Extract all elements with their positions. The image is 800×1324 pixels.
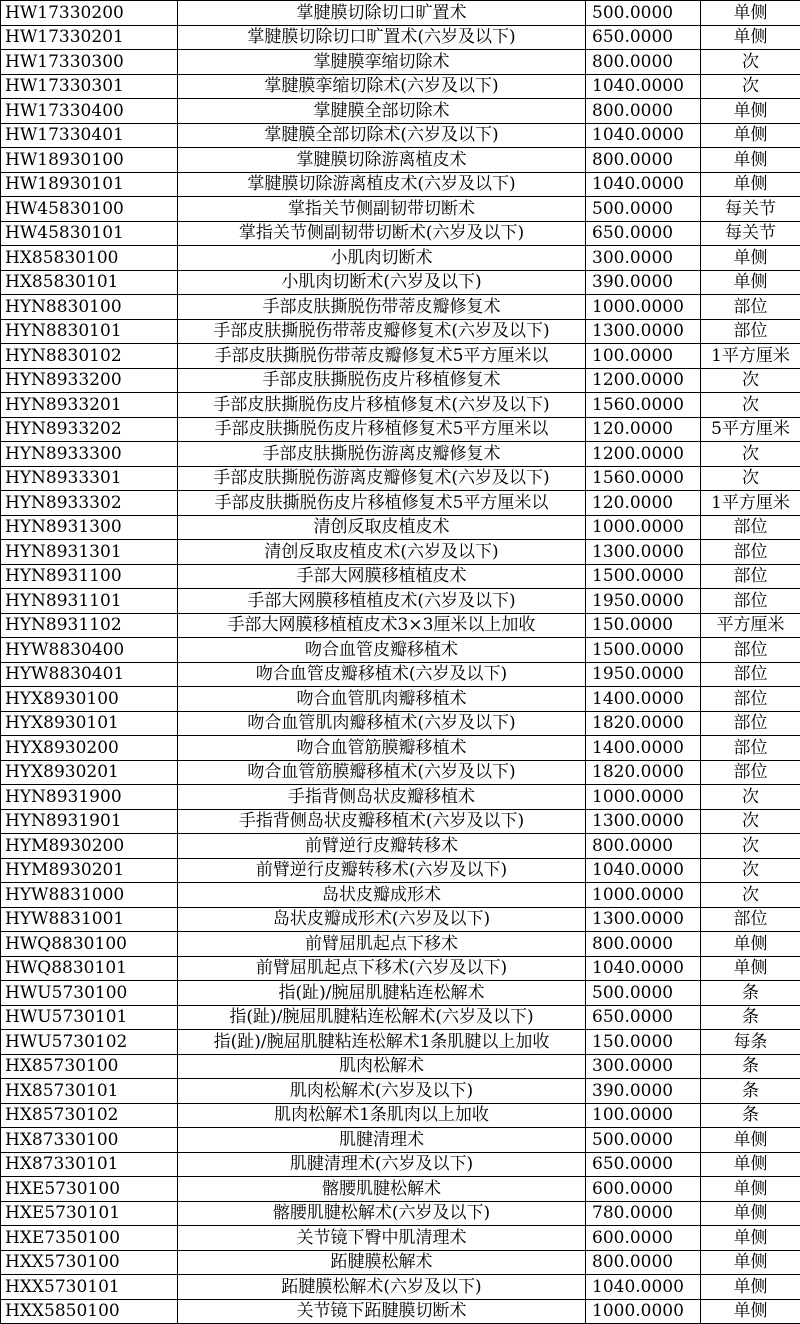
table-row bbox=[1, 687, 800, 712]
item-unit: 次 bbox=[701, 442, 800, 467]
item-price: 1300.0000 bbox=[586, 907, 701, 932]
item-price: 500.0000 bbox=[586, 981, 701, 1006]
item-code: HWU5730101 bbox=[1, 1005, 178, 1030]
item-price: 650.0000 bbox=[586, 25, 701, 50]
item-code: HYN8931901 bbox=[1, 809, 178, 834]
item-name: 手部皮肤撕脱伤皮片移植修复术5平方厘米以 bbox=[178, 491, 586, 516]
item-name: 掌腱膜挛缩切除术 bbox=[178, 50, 586, 75]
table-row bbox=[1, 50, 800, 75]
table-row bbox=[1, 638, 800, 663]
item-name: 吻合血管肌肉瓣移植术 bbox=[178, 687, 586, 712]
item-code: HX85730101 bbox=[1, 1079, 178, 1104]
table-row bbox=[1, 1177, 800, 1202]
item-price: 1820.0000 bbox=[586, 711, 701, 736]
item-name: 岛状皮瓣成形术 bbox=[178, 883, 586, 908]
item-code: HYN8830101 bbox=[1, 319, 178, 344]
item-price: 1950.0000 bbox=[586, 662, 701, 687]
item-name: 指(趾)/腕屈肌腱粘连松解术 bbox=[178, 981, 586, 1006]
item-unit: 次 bbox=[701, 393, 800, 418]
item-name: 前臂屈肌起点下移术(六岁及以下) bbox=[178, 956, 586, 981]
item-name: 前臂逆行皮瓣转移术(六岁及以下) bbox=[178, 858, 586, 883]
item-code: HXX5730101 bbox=[1, 1275, 178, 1300]
item-name: 掌腱膜全部切除术(六岁及以下) bbox=[178, 123, 586, 148]
item-code: HYN8933302 bbox=[1, 491, 178, 516]
item-name: 前臂逆行皮瓣转移术 bbox=[178, 834, 586, 859]
item-code: HYN8933200 bbox=[1, 368, 178, 393]
item-price: 1300.0000 bbox=[586, 319, 701, 344]
item-name: 掌腱膜切除切口旷置术(六岁及以下) bbox=[178, 25, 586, 50]
table-row bbox=[1, 442, 800, 467]
item-code: HXE5730101 bbox=[1, 1201, 178, 1226]
table-row bbox=[1, 1030, 800, 1055]
item-name: 手部皮肤撕脱伤皮片移植修复术 bbox=[178, 368, 586, 393]
item-code: HWU5730100 bbox=[1, 981, 178, 1006]
item-price: 1300.0000 bbox=[586, 540, 701, 565]
item-code: HYN8931301 bbox=[1, 540, 178, 565]
table-row bbox=[1, 956, 800, 981]
item-unit: 单侧 bbox=[701, 1177, 800, 1202]
item-name: 手部皮肤撕脱伤带蒂皮瓣修复术5平方厘米以 bbox=[178, 344, 586, 369]
item-code: HWU5730102 bbox=[1, 1030, 178, 1055]
item-price: 800.0000 bbox=[586, 932, 701, 957]
table-row bbox=[1, 1152, 800, 1177]
item-price: 120.0000 bbox=[586, 417, 701, 442]
item-unit: 单侧 bbox=[701, 123, 800, 148]
item-code: HX85830101 bbox=[1, 270, 178, 295]
item-unit: 单侧 bbox=[701, 99, 800, 124]
item-price: 1040.0000 bbox=[586, 172, 701, 197]
item-price: 1040.0000 bbox=[586, 74, 701, 99]
table-row bbox=[1, 1, 800, 26]
table-row bbox=[1, 491, 800, 516]
item-price: 300.0000 bbox=[586, 246, 701, 271]
item-code: HYN8931300 bbox=[1, 515, 178, 540]
table-row bbox=[1, 1054, 800, 1079]
item-unit: 部位 bbox=[701, 515, 800, 540]
item-price: 650.0000 bbox=[586, 221, 701, 246]
item-price: 150.0000 bbox=[586, 1030, 701, 1055]
item-unit: 单侧 bbox=[701, 1250, 800, 1275]
table-row bbox=[1, 344, 800, 369]
item-name: 掌腱膜全部切除术 bbox=[178, 99, 586, 124]
table-row bbox=[1, 785, 800, 810]
item-unit: 次 bbox=[701, 785, 800, 810]
item-code: HW45830100 bbox=[1, 197, 178, 222]
item-unit: 每关节 bbox=[701, 221, 800, 246]
item-price: 780.0000 bbox=[586, 1201, 701, 1226]
item-name: 肌腱清理术 bbox=[178, 1128, 586, 1153]
item-name: 关节镜下臀中肌清理术 bbox=[178, 1226, 586, 1251]
table-row bbox=[1, 368, 800, 393]
item-unit: 单侧 bbox=[701, 1275, 800, 1300]
item-code: HW17330301 bbox=[1, 74, 178, 99]
item-unit: 部位 bbox=[701, 711, 800, 736]
item-price: 1000.0000 bbox=[586, 883, 701, 908]
item-unit: 部位 bbox=[701, 540, 800, 565]
table-row bbox=[1, 1005, 800, 1030]
table-row bbox=[1, 393, 800, 418]
item-unit: 次 bbox=[701, 834, 800, 859]
item-code: HYN8931900 bbox=[1, 785, 178, 810]
item-price: 500.0000 bbox=[586, 1, 701, 26]
table-row bbox=[1, 907, 800, 932]
item-price: 150.0000 bbox=[586, 613, 701, 638]
item-unit: 每条 bbox=[701, 1030, 800, 1055]
item-name: 掌指关节侧副韧带切断术 bbox=[178, 197, 586, 222]
item-price: 1000.0000 bbox=[586, 1299, 701, 1324]
item-unit: 条 bbox=[701, 1005, 800, 1030]
item-code: HW17330400 bbox=[1, 99, 178, 124]
table-row bbox=[1, 270, 800, 295]
item-name: 髂腰肌腱松解术 bbox=[178, 1177, 586, 1202]
item-code: HX85730100 bbox=[1, 1054, 178, 1079]
item-name: 小肌肉切断术(六岁及以下) bbox=[178, 270, 586, 295]
item-name: 清创反取皮植皮术(六岁及以下) bbox=[178, 540, 586, 565]
item-code: HYW8830401 bbox=[1, 662, 178, 687]
item-unit: 次 bbox=[701, 74, 800, 99]
item-name: 吻合血管筋膜瓣移植术 bbox=[178, 736, 586, 761]
item-code: HYX8930100 bbox=[1, 687, 178, 712]
item-code: HW17330300 bbox=[1, 50, 178, 75]
item-code: HX87330100 bbox=[1, 1128, 178, 1153]
table-row bbox=[1, 1250, 800, 1275]
item-price: 1820.0000 bbox=[586, 760, 701, 785]
item-price: 1040.0000 bbox=[586, 858, 701, 883]
item-name: 吻合血管皮瓣移植术 bbox=[178, 638, 586, 663]
item-code: HX87330101 bbox=[1, 1152, 178, 1177]
item-unit: 部位 bbox=[701, 907, 800, 932]
table-row bbox=[1, 883, 800, 908]
item-unit: 单侧 bbox=[701, 932, 800, 957]
item-unit: 部位 bbox=[701, 687, 800, 712]
item-price: 1400.0000 bbox=[586, 687, 701, 712]
item-code: HYX8930201 bbox=[1, 760, 178, 785]
item-unit: 条 bbox=[701, 1079, 800, 1104]
item-price: 650.0000 bbox=[586, 1005, 701, 1030]
item-unit: 单侧 bbox=[701, 1128, 800, 1153]
item-code: HW18930101 bbox=[1, 172, 178, 197]
table-row bbox=[1, 515, 800, 540]
item-name: 掌腱膜切除游离植皮术(六岁及以下) bbox=[178, 172, 586, 197]
item-name: 手部皮肤撕脱伤皮片移植修复术5平方厘米以 bbox=[178, 417, 586, 442]
table-row bbox=[1, 246, 800, 271]
item-unit: 次 bbox=[701, 50, 800, 75]
item-code: HYM8930200 bbox=[1, 834, 178, 859]
item-price: 1560.0000 bbox=[586, 466, 701, 491]
item-code: HYN8830100 bbox=[1, 295, 178, 320]
item-unit: 每关节 bbox=[701, 197, 800, 222]
item-name: 吻合血管筋膜瓣移植术(六岁及以下) bbox=[178, 760, 586, 785]
item-unit: 部位 bbox=[701, 760, 800, 785]
item-code: HW45830101 bbox=[1, 221, 178, 246]
item-name: 掌腱膜切除游离植皮术 bbox=[178, 148, 586, 173]
item-price: 1000.0000 bbox=[586, 785, 701, 810]
item-unit: 单侧 bbox=[701, 270, 800, 295]
item-unit: 条 bbox=[701, 1103, 800, 1128]
table-row bbox=[1, 1201, 800, 1226]
table-row bbox=[1, 25, 800, 50]
item-name: 手部皮肤撕脱伤带蒂皮瓣修复术(六岁及以下) bbox=[178, 319, 586, 344]
item-name: 指(趾)/腕屈肌腱粘连松解术1条肌腱以上加收 bbox=[178, 1030, 586, 1055]
item-price: 1040.0000 bbox=[586, 123, 701, 148]
item-price: 800.0000 bbox=[586, 99, 701, 124]
item-code: HYX8930101 bbox=[1, 711, 178, 736]
item-price: 1000.0000 bbox=[586, 515, 701, 540]
table-row bbox=[1, 613, 800, 638]
item-name: 手部皮肤撕脱伤游离皮瓣修复术(六岁及以下) bbox=[178, 466, 586, 491]
table-row bbox=[1, 99, 800, 124]
table-row bbox=[1, 711, 800, 736]
table-row bbox=[1, 319, 800, 344]
item-name: 手指背侧岛状皮瓣移植术(六岁及以下) bbox=[178, 809, 586, 834]
item-name: 手指背侧岛状皮瓣移植术 bbox=[178, 785, 586, 810]
item-name: 手部皮肤撕脱伤带蒂皮瓣修复术 bbox=[178, 295, 586, 320]
table-row bbox=[1, 1226, 800, 1251]
table-row bbox=[1, 1275, 800, 1300]
item-unit: 1平方厘米 bbox=[701, 344, 800, 369]
item-unit: 次 bbox=[701, 883, 800, 908]
item-code: HX85730102 bbox=[1, 1103, 178, 1128]
item-name: 吻合血管皮瓣移植术(六岁及以下) bbox=[178, 662, 586, 687]
item-code: HW17330401 bbox=[1, 123, 178, 148]
item-price: 100.0000 bbox=[586, 1103, 701, 1128]
item-code: HXX5730100 bbox=[1, 1250, 178, 1275]
item-price: 1000.0000 bbox=[586, 295, 701, 320]
item-unit: 单侧 bbox=[701, 172, 800, 197]
item-price: 1300.0000 bbox=[586, 809, 701, 834]
item-unit: 条 bbox=[701, 981, 800, 1006]
item-name: 跖腱膜松解术 bbox=[178, 1250, 586, 1275]
table-row bbox=[1, 981, 800, 1006]
item-unit: 单侧 bbox=[701, 246, 800, 271]
item-unit: 5平方厘米 bbox=[701, 417, 800, 442]
item-name: 关节镜下跖腱膜切断术 bbox=[178, 1299, 586, 1324]
item-name: 指(趾)/腕屈肌腱粘连松解术(六岁及以下) bbox=[178, 1005, 586, 1030]
item-price: 800.0000 bbox=[586, 50, 701, 75]
item-price: 1500.0000 bbox=[586, 638, 701, 663]
table-row bbox=[1, 932, 800, 957]
table-row bbox=[1, 589, 800, 614]
item-price: 600.0000 bbox=[586, 1177, 701, 1202]
item-unit: 部位 bbox=[701, 564, 800, 589]
table-row bbox=[1, 221, 800, 246]
item-price: 800.0000 bbox=[586, 148, 701, 173]
item-code: HYN8933300 bbox=[1, 442, 178, 467]
item-price: 1200.0000 bbox=[586, 442, 701, 467]
item-code: HXE5730100 bbox=[1, 1177, 178, 1202]
item-name: 吻合血管肌肉瓣移植术(六岁及以下) bbox=[178, 711, 586, 736]
item-price: 1040.0000 bbox=[586, 1275, 701, 1300]
item-price: 1040.0000 bbox=[586, 956, 701, 981]
item-unit: 1平方厘米 bbox=[701, 491, 800, 516]
item-code: HX85830100 bbox=[1, 246, 178, 271]
table-row bbox=[1, 1103, 800, 1128]
item-code: HWQ8830100 bbox=[1, 932, 178, 957]
table-row bbox=[1, 466, 800, 491]
table-row bbox=[1, 540, 800, 565]
item-unit: 次 bbox=[701, 809, 800, 834]
table-row bbox=[1, 564, 800, 589]
item-unit: 单侧 bbox=[701, 1152, 800, 1177]
table-row bbox=[1, 295, 800, 320]
item-code: HYW8830400 bbox=[1, 638, 178, 663]
item-name: 掌腱膜挛缩切除术(六岁及以下) bbox=[178, 74, 586, 99]
table-row bbox=[1, 148, 800, 173]
table-row bbox=[1, 662, 800, 687]
item-unit: 次 bbox=[701, 368, 800, 393]
item-name: 手部皮肤撕脱伤游离皮瓣修复术 bbox=[178, 442, 586, 467]
item-code: HYN8931100 bbox=[1, 564, 178, 589]
item-name: 前臂屈肌起点下移术 bbox=[178, 932, 586, 957]
item-name: 清创反取皮植皮术 bbox=[178, 515, 586, 540]
table-row bbox=[1, 172, 800, 197]
item-price: 500.0000 bbox=[586, 197, 701, 222]
table-row bbox=[1, 1128, 800, 1153]
item-price: 800.0000 bbox=[586, 834, 701, 859]
item-code: HYN8933301 bbox=[1, 466, 178, 491]
table-row bbox=[1, 1079, 800, 1104]
item-name: 肌肉松解术1条肌肉以上加收 bbox=[178, 1103, 586, 1128]
item-unit: 单侧 bbox=[701, 1299, 800, 1324]
item-name: 手部皮肤撕脱伤皮片移植修复术(六岁及以下) bbox=[178, 393, 586, 418]
item-code: HYN8830102 bbox=[1, 344, 178, 369]
item-name: 岛状皮瓣成形术(六岁及以下) bbox=[178, 907, 586, 932]
item-price: 300.0000 bbox=[586, 1054, 701, 1079]
item-price: 120.0000 bbox=[586, 491, 701, 516]
item-unit: 单侧 bbox=[701, 25, 800, 50]
item-name: 掌腱膜切除切口旷置术 bbox=[178, 1, 586, 26]
table-row bbox=[1, 736, 800, 761]
item-code: HYN8933201 bbox=[1, 393, 178, 418]
item-code: HYN8933202 bbox=[1, 417, 178, 442]
item-code: HYM8930201 bbox=[1, 858, 178, 883]
item-name: 肌肉松解术(六岁及以下) bbox=[178, 1079, 586, 1104]
table-row bbox=[1, 809, 800, 834]
item-price: 1950.0000 bbox=[586, 589, 701, 614]
item-unit: 单侧 bbox=[701, 1226, 800, 1251]
item-unit: 条 bbox=[701, 1054, 800, 1079]
item-code: HYW8831000 bbox=[1, 883, 178, 908]
item-price: 100.0000 bbox=[586, 344, 701, 369]
item-unit: 部位 bbox=[701, 589, 800, 614]
item-unit: 单侧 bbox=[701, 148, 800, 173]
item-price: 390.0000 bbox=[586, 270, 701, 295]
item-code: HXE7350100 bbox=[1, 1226, 178, 1251]
item-unit: 单侧 bbox=[701, 956, 800, 981]
item-unit: 部位 bbox=[701, 662, 800, 687]
item-code: HW18930100 bbox=[1, 148, 178, 173]
item-code: HXX5850100 bbox=[1, 1299, 178, 1324]
item-unit: 次 bbox=[701, 858, 800, 883]
item-price: 1400.0000 bbox=[586, 736, 701, 761]
table-row bbox=[1, 1299, 800, 1324]
item-name: 跖腱膜松解术(六岁及以下) bbox=[178, 1275, 586, 1300]
item-unit: 次 bbox=[701, 466, 800, 491]
item-name: 肌肉松解术 bbox=[178, 1054, 586, 1079]
item-name: 肌腱清理术(六岁及以下) bbox=[178, 1152, 586, 1177]
item-name: 手部大网膜移植植皮术 bbox=[178, 564, 586, 589]
item-name: 小肌肉切断术 bbox=[178, 246, 586, 271]
item-unit: 部位 bbox=[701, 638, 800, 663]
item-unit: 平方厘米 bbox=[701, 613, 800, 638]
table-row bbox=[1, 417, 800, 442]
item-name: 手部大网膜移植植皮术3×3厘米以上加收 bbox=[178, 613, 586, 638]
item-price: 800.0000 bbox=[586, 1250, 701, 1275]
item-code: HYX8930200 bbox=[1, 736, 178, 761]
item-code: HW17330201 bbox=[1, 25, 178, 50]
item-code: HWQ8830101 bbox=[1, 956, 178, 981]
item-code: HYN8931102 bbox=[1, 613, 178, 638]
table-row bbox=[1, 858, 800, 883]
item-code: HW17330200 bbox=[1, 1, 178, 26]
table-row bbox=[1, 123, 800, 148]
item-price: 1500.0000 bbox=[586, 564, 701, 589]
item-code: HYN8931101 bbox=[1, 589, 178, 614]
table-row bbox=[1, 74, 800, 99]
item-price: 500.0000 bbox=[586, 1128, 701, 1153]
item-price: 1560.0000 bbox=[586, 393, 701, 418]
item-unit: 部位 bbox=[701, 319, 800, 344]
item-price: 390.0000 bbox=[586, 1079, 701, 1104]
table-row bbox=[1, 197, 800, 222]
item-unit: 单侧 bbox=[701, 1, 800, 26]
item-price: 650.0000 bbox=[586, 1152, 701, 1177]
item-price: 600.0000 bbox=[586, 1226, 701, 1251]
table-row bbox=[1, 760, 800, 785]
item-unit: 部位 bbox=[701, 295, 800, 320]
fee-table-body bbox=[1, 1, 800, 1324]
item-price: 1200.0000 bbox=[586, 368, 701, 393]
item-unit: 单侧 bbox=[701, 1201, 800, 1226]
table-row bbox=[1, 834, 800, 859]
item-code: HYW8831001 bbox=[1, 907, 178, 932]
item-unit: 部位 bbox=[701, 736, 800, 761]
item-name: 掌指关节侧副韧带切断术(六岁及以下) bbox=[178, 221, 586, 246]
item-name: 手部大网膜移植植皮术(六岁及以下) bbox=[178, 589, 586, 614]
item-name: 髂腰肌腱松解术(六岁及以下) bbox=[178, 1201, 586, 1226]
